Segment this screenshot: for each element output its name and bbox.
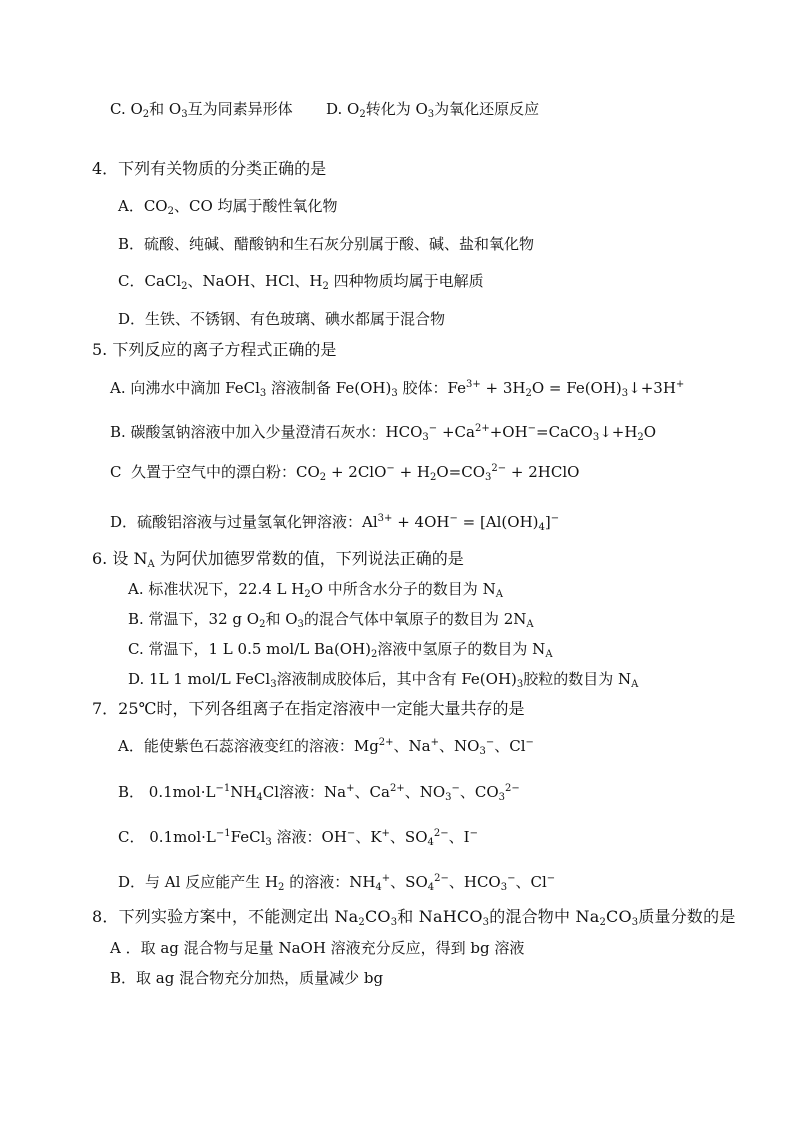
question-5-option-a: A. 向沸水中滴加 FeCl$_3$ 溶液制备 $Fe(OH)_3$ 胶体：$Fe^{3+} + 3H_2O$ = $Fe(OH)_3↓+3H^+$ [110,379,685,399]
question-7-option-d: D．与 Al 反应能产生 $H_2$ 的溶液：$NH_4^+$、$SO_4^{2-}$、$HCO_3^-$、Cl− [118,873,556,893]
question-6-option-d: D. 1L 1 mol/L FeCl$_3$溶液制成胶体后，其中含有 $Fe(OH)_3$胶粒的数目为 $N_A$ [128,670,639,690]
question-5-option-c: C 久置于空气中的漂白粉：$CO_2 + 2ClO^- + H_2O=CO_3^{2-}$ + 2HClO [110,463,580,483]
question-5-option-d: D．硫酸铝溶液与过量氢氧化钾溶液：$Al^{3+} + 4OH^- = [Al(OH)_4]^-$ [110,513,560,533]
question-7-option-a: A．能使紫色石蕊溶液变红的溶液：$Mg^{2+}$、Na+、$NO_3^-$、Cl− [118,737,534,757]
question-4-option-b: B．硫酸、纯碱、醋酸钠和生石灰分别属于酸、碱、盐和氧化物 [118,235,535,253]
question-4-option-c: C．CaCl$_2$、NaOH、HCl、$H_2$ 四种物质均属于电解质 [118,272,484,292]
question-8-stem: 8．下列实验方案中，不能测定出 $Na_2CO_3$和 NaHCO$_3$的混合物中 $Na_2CO_3$质量分数的是 [92,907,736,928]
question-6-option-c: C. 常温下，1 L 0.5 mol/L $Ba(OH)_2$溶液中氢原子的数目为 $N_A$ [128,640,553,660]
question-6-option-a: A. 标准状况下，22.4 L $H_2O$ 中所含水分子的数目为 $N_A$ [128,580,503,600]
question-4-option-d: D．生铁、不锈钢、有色玻璃、碘水都属于混合物 [118,310,446,328]
question-6-option-b: B. 常温下，32 g $O_2$和 $O_3$的混合气体中氧原子的数目为 $2N_A$ [128,610,534,630]
question-4-option-a: A．$CO_2$、CO 均属于酸性氧化物 [118,197,338,217]
question-8-option-a: A ．取 ag 混合物与足量 NaOH 溶液充分反应，得到 bg 溶液 [110,939,525,957]
question-7-option-b: B． $0.1mol\cdot L^{-1}NH_4Cl$溶液：Na+、$Ca^{2+}$、$NO_3^-$、$CO_3^{2-}$ [118,783,520,803]
question-7-option-c: C． $0.1mol\cdot L^{-1}FeCl_3$ 溶液：OH−、K+、$SO_4^{2-}$、I− [118,828,478,848]
line-3-options-cd: C. $O_2$和 $O_3$互为同素异形体 D. $O_2$转化为 $O_3$为氧化还原反应 [110,100,540,120]
question-8-option-b: B．取 ag 混合物充分加热，质量减少 bg [110,969,384,987]
question-4-stem: 4．下列有关物质的分类正确的是 [92,159,327,178]
question-5-stem: 5. 下列反应的离子方程式正确的是 [92,340,337,359]
question-5-option-b: B. 碳酸氢钠溶液中加入少量澄清石灰水：$HCO_3^-$ $+Ca^{2+}+OH^-=CaCO_3↓+H_2O$ [110,423,657,443]
question-6-stem: 6. 设 $N_A$ 为阿伏加德罗常数的值，下列说法正确的是 [92,549,464,570]
question-7-stem: 7．25℃时，下列各组离子在指定溶液中一定能大量共存的是 [92,699,525,718]
